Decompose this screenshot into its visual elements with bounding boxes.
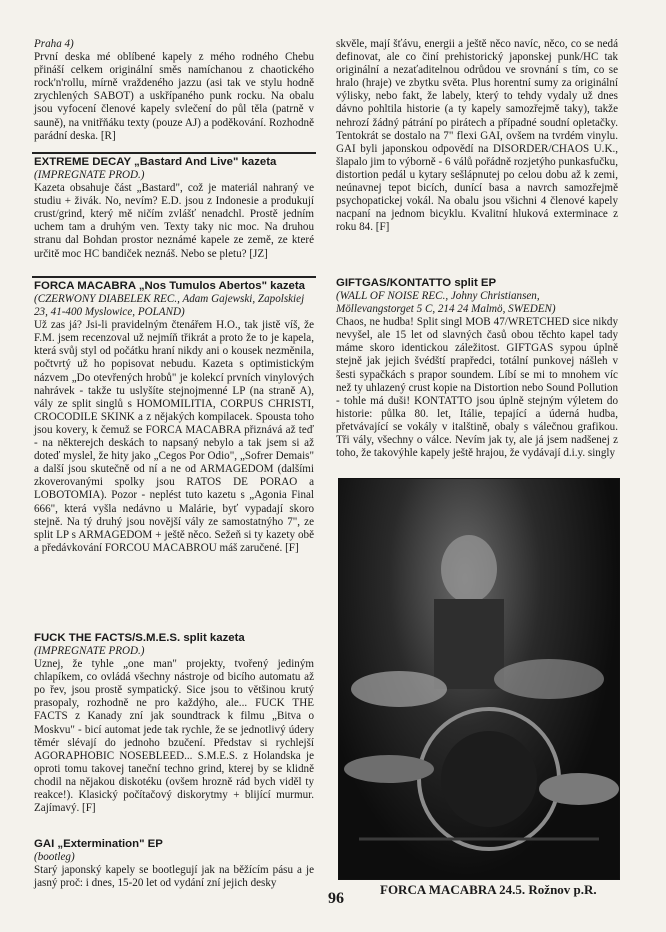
review-body: Uznej, že tyhle „one man" projekty, tvořený jediným chlapíkem, co ovládá všechny nástroje od bicího automatu až po řev, jsou prostě sympatický. Sice jsou to většinou krutý prasopaly, rozhodně ne pro každýho, ale... FUCK THE FACTS z Kanady zní jak soundtrack k filmu „Bitva o Moskvu" - bicí automat jede tak rychle, že se jednotlivý údery těmér slévají do jednoho bzučení. Představ si rychlejší AGORAPHOBIC NOSEBLEED... S.M.E.S. z Holandska je oproti tomu takovej taneční techno grind, kterej by se klidně chodil na nějakou diskotéku (ovšem hrozně rád bych viděl ty reakce!). Klasický počítačový diskorytmy + blijící murmur. Zajímavý. [F] [34, 658, 314, 815]
review-fuck-the-facts [34, 632, 314, 815]
review-intro [34, 38, 314, 143]
photo-caption: FORCA MACABRA 24.5. Rožnov p.R. [380, 882, 597, 897]
page-number: 96 [328, 890, 344, 907]
review-gai-continued [336, 38, 618, 234]
review-title: FUCK THE FACTS/S.M.E.S. split kazeta [34, 632, 245, 644]
review-body: Starý japonský kapely se bootlegují jak na běžícím pásu a je jasný proč: i dnes, 15-20 let od vydání zní jejich desky [34, 864, 314, 890]
intro-location: Praha 4) [34, 38, 74, 50]
review-extreme-decay [34, 156, 314, 261]
intro-body: První deska mé oblíbené kapely z mého rodného Chebu přináší celkem originální směs namíchanou z chaotického rock'n'rollu, mírně vraždeného jazzu (asi tak ve stylu hodně zrychlených SABOT) a uskřípaného punk rocku. Na obalu jsou vyfocení členové kapely svlečení do půl těla (patrně v sauně), na vnitřňáku texty (pouze AJ) a poděkování. Rozhodně parádní deska. [R] [34, 51, 314, 142]
review-body: Kazeta obsahuje část „Bastard", což je materiál nahraný ve studiu + živák. No, nevím? E.D. jsou z Indonesie a produkují crust/grind, který mě ničím zvlášť nenadchl. Prostě jedním uchem tam a druhým ven. Texty taky nic moc. Na druhou stranu dal Bohdan prostor neznámé kapele ze země, ze které určitě moc HC bandiček neznáš. Nebo se pletu? [JZ] [34, 182, 314, 260]
review-title: GAI „Extermination" EP [34, 838, 163, 850]
review-label: (bootleg) [34, 851, 75, 863]
review-gai [34, 838, 314, 890]
divider [32, 276, 316, 278]
review-title: FORCA MACABRA „Nos Tumulos Abertos" kazeta [34, 280, 305, 292]
review-giftgas [336, 277, 618, 460]
review-body: skvěle, mají šťávu, energii a ještě něco navíc, něco, co se nedá definovat, ale co činí prehistorický japonskej punk/HC tak originální a nezaťaditelnou odrůdou ve srovnání s tím, co se hralo (hraje) ve zbytku světa. Plus horentní sumy za originální výlisky, nebo fakt, že labely, který to tehdy vydaly už dnes dávno pohltila historie (a ty kapely samozřejmě taky), takže nehrozí žádný pátrání po pirátech a případné soudní opletačky. Tentokrát se dostalo na 7" flexi GAI, ovšem na tvrdém vinylu. GAI byli japonskou odpovědí na DISORDER/CHAOS U.K., šlapalo jim to výborně - 6 válů pořádně rozjetýho punkasfučku, distortion pedál u kytary sešlápnutej po celou dobu až k zemi, neúnavnej tepot bicích, dunící basa a navrch samozřejmě psychopatickej vokál. Na obalu jsou všichni 4 členové kapely nacpaní na jednom bicyklu. Kvalitní hluková exterminace z roku 84. [F] [336, 38, 618, 234]
review-title: GIFTGAS/KONTATTO split EP [336, 277, 497, 289]
divider [32, 152, 316, 154]
review-label: (IMPREGNATE PROD.) [34, 645, 145, 657]
drummer-photo-illustration [339, 479, 619, 879]
review-label: (WALL OF NOISE REC., Johny Christiansen, Möllevangstorget 5 C, 214 24 Malmö, SWEDEN) [336, 290, 556, 316]
review-label: (IMPREGNATE PROD.) [34, 169, 145, 181]
review-body: Chaos, ne hudba! Split singl MOB 47/WRETCHED sice nikdy nevyšel, ale 15 let od slavných časů obou těchto kapel tady máme skoro identickou záležitost. GIFTGAS sypou úplně stejně jak jejich švédští prapředci, totální punkovej nášleh v šesti sypačkách s prapor soundem. Líbí se mi to mnohem víc než ty uhlazený crust kopie na Distortion nebo Sound Pollution - tohle má duši! KONTATTO jsou úplně stejným výletem do historie: půlka 80. let, Itálie, tepající a úderná hudba, přetvávající se vokály v italštině, obaly s válečnou grafikou. Tři vály, všechny o válce. Nevím jak ty, ale já jsem nadšenej z toho, že takovýhle kapely ještě hrajou, že vydávají d.i.y. singly [336, 316, 618, 460]
review-label: (CZERWONY DIABELEK REC., Adam Gajewski, Zapolskiej 23, 41-400 Myslowice, POLAND) [34, 293, 305, 319]
review-title: EXTREME DECAY „Bastard And Live" kazeta [34, 156, 277, 168]
band-photo [338, 478, 620, 880]
review-forca-macabra [34, 280, 314, 555]
review-body: Už zas já? Jsi-li pravidelným čtenářem H.O., tak jistě víš, že F.M. jsem recenzoval už nejmíň třikrát a proto že to je kapela, která svůj styl od počátku hraní nikdy ani o kousek nezměnila, počtvrtý už ho popisovat nebudu. Kazeta s optimistickým názvem „Do otevřených hrobů" je kolekcí prvních vinylových nahrávek - takže tu uslyšíte stejnojmenné LP (na straně A), vály ze split singlů s HOMOMILITIA, CORPUS CHRISTI, CROCODILE SKINK a z nějakých kompilacek. Spousta toho jsou kovery, k čemuž se FORCA MACABRA přiznává až teď - na některejch deskách to napsaný nebylo a tak jsem si až doteď myslel, že hity jako „Cegos Por Odio", „Sofrer Demais" a další jsou skutečně od ní a ne od ARMAGEDOM (dalšími zkoverovanými spolky jsou RATOS DE PORAO a LOBOTOMIA). Pozor - neplést tuto kazetu s „Agonia Final 666", která vyšla nedávno u Malárie, byť vypadají skoro stejně. Na tý druhý jsou novější vály ze samostatnýho 7", ze split LP s ARMAGEDOM + ještě něco. Sežeň si ty kazety obě a předávkování FORCOU MACABROU máš zaručené. [F] [34, 319, 314, 554]
